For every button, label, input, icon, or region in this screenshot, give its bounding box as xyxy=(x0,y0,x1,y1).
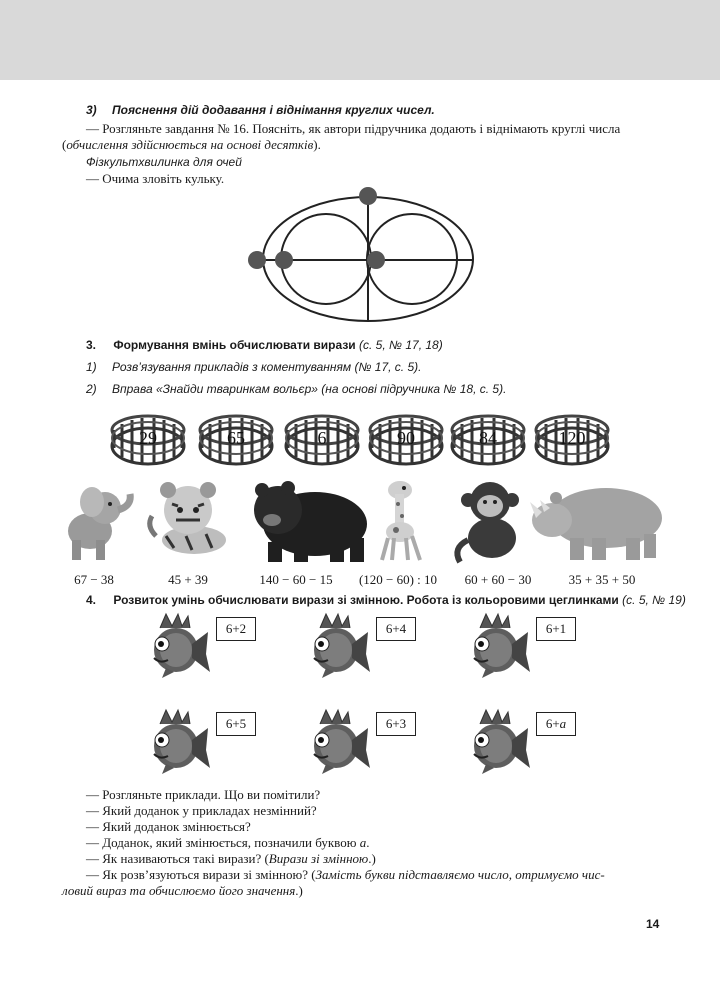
fish-expression-box: 6+2 xyxy=(216,617,256,641)
fish-icon xyxy=(154,614,210,678)
question-line: — Який доданок змінюється? xyxy=(86,819,251,834)
subitem-number: 1) xyxy=(86,360,97,374)
paragraph-line: — Розгляньте завдання № 16. Поясніть, як автори підручника додають і віднімають круглі числа xyxy=(86,121,621,136)
ball xyxy=(275,251,293,269)
fish-icon xyxy=(154,710,210,774)
rhino-icon xyxy=(530,488,662,560)
eye-exercise-diagram xyxy=(240,184,480,329)
section-ref: (с. 5, № 19) xyxy=(622,593,686,607)
ball xyxy=(359,187,377,205)
top-gray-band xyxy=(0,0,720,80)
question-line-cont xyxy=(62,883,303,899)
fish-icon xyxy=(314,614,370,678)
question-line xyxy=(86,867,605,883)
enclosure xyxy=(112,416,184,464)
bear-icon xyxy=(254,481,367,562)
section-number: 3. xyxy=(86,338,97,352)
phys-line: — Очима зловіть кульку. xyxy=(86,171,225,186)
fish-expression-box: 6+5 xyxy=(216,712,256,736)
question-answer-cont: ловий вираз та обчислюємо його значення xyxy=(62,883,296,898)
question-text: — Як називаються такі вирази? ( xyxy=(86,851,269,866)
section-title: Розвиток умінь обчислювати вирази зі змінною. Робота із кольоровими цеглинками xyxy=(113,593,619,607)
enclosure xyxy=(200,416,272,464)
animal-expression: 140 − 60 − 15 xyxy=(259,572,333,587)
subsection-heading xyxy=(86,103,435,118)
animal-expression: (120 − 60) : 10 xyxy=(358,572,438,587)
fish-expression-text: 6+ xyxy=(545,716,560,731)
enclosure xyxy=(452,416,524,464)
animal-expression: 45 + 39 xyxy=(168,572,208,587)
question-line xyxy=(86,851,376,867)
animal-expression: 60 + 60 − 30 xyxy=(464,572,532,587)
subitem-1 xyxy=(86,360,421,375)
enclosure-number: 6 xyxy=(317,428,327,448)
monkey-icon xyxy=(457,482,519,562)
paren-close: ). xyxy=(313,137,321,152)
enclosure xyxy=(370,416,442,464)
subitem-text: Розв’язування прикладів з коментуванням (№ 17, с. 5). xyxy=(112,360,422,374)
paragraph-italic: обчислення здійснюється на основі десятків xyxy=(66,137,314,152)
question-text: — Доданок, який змінюється, позначили буквою xyxy=(86,835,360,850)
subsection-number: 3) xyxy=(86,103,97,117)
animal-expression: 35 + 35 + 50 xyxy=(568,572,636,587)
fish-expression-box xyxy=(536,712,576,736)
fish-variable: a xyxy=(559,716,567,731)
question-end: .) xyxy=(368,851,376,866)
question-answer: Вирази зі змінною xyxy=(268,851,369,866)
enclosure-number: 120 xyxy=(558,428,586,448)
question-end: . xyxy=(366,835,370,850)
section-title: Формування вмінь обчислювати вирази xyxy=(113,338,356,352)
tiger-icon xyxy=(150,482,226,554)
giraffe-icon xyxy=(382,481,420,560)
section-ref: (с. 5, № 17, 18) xyxy=(359,338,443,352)
enclosure xyxy=(536,416,608,464)
question-text: — Як розв’язуються вирази зі змінною? ( xyxy=(86,867,316,882)
subitem-text: Вправа «Знайди тваринкам вольєр» (на основі підручника № 18, с. 5). xyxy=(112,382,507,396)
fish-expression-box: 6+1 xyxy=(536,617,576,641)
enclosures-row xyxy=(110,408,620,470)
animals-row xyxy=(60,476,670,568)
fish-icon xyxy=(474,614,530,678)
enclosure-number: 65 xyxy=(227,428,245,448)
question-line: — Який доданок у прикладах незмінний? xyxy=(86,803,317,818)
question-answer: Замість букви підставляємо число, отримуємо чис- xyxy=(315,867,605,882)
page-number: 14 xyxy=(646,917,660,931)
elephant-icon xyxy=(68,487,130,560)
question-line xyxy=(86,835,369,851)
enclosure-number: 29 xyxy=(139,428,157,448)
animal-expression: 67 − 38 xyxy=(74,572,114,587)
question-end: .) xyxy=(295,883,303,898)
question-line: — Розгляньте приклади. Що ви помітили? xyxy=(86,787,321,802)
fish-expression-box: 6+4 xyxy=(376,617,416,641)
enclosure-number: 84 xyxy=(479,428,497,448)
subsection-title: Пояснення дій додавання і віднімання круглих чисел. xyxy=(112,103,435,117)
ball xyxy=(367,251,385,269)
fish-icon xyxy=(474,710,530,774)
subitem-2 xyxy=(86,382,506,397)
enclosure xyxy=(286,416,358,464)
phys-title: Фізкультхвилинка для очей xyxy=(86,155,242,169)
variable-letter: a xyxy=(359,835,367,850)
ball xyxy=(248,251,266,269)
enclosure-number: 90 xyxy=(397,428,415,448)
paragraph-line-2 xyxy=(62,137,321,153)
section-heading xyxy=(86,593,686,608)
subitem-number: 2) xyxy=(86,382,97,396)
fish-icon xyxy=(314,710,370,774)
fish-expression-box: 6+3 xyxy=(376,712,416,736)
section-heading xyxy=(86,338,443,353)
section-number: 4. xyxy=(86,593,97,607)
paren-open: ( xyxy=(62,137,67,152)
